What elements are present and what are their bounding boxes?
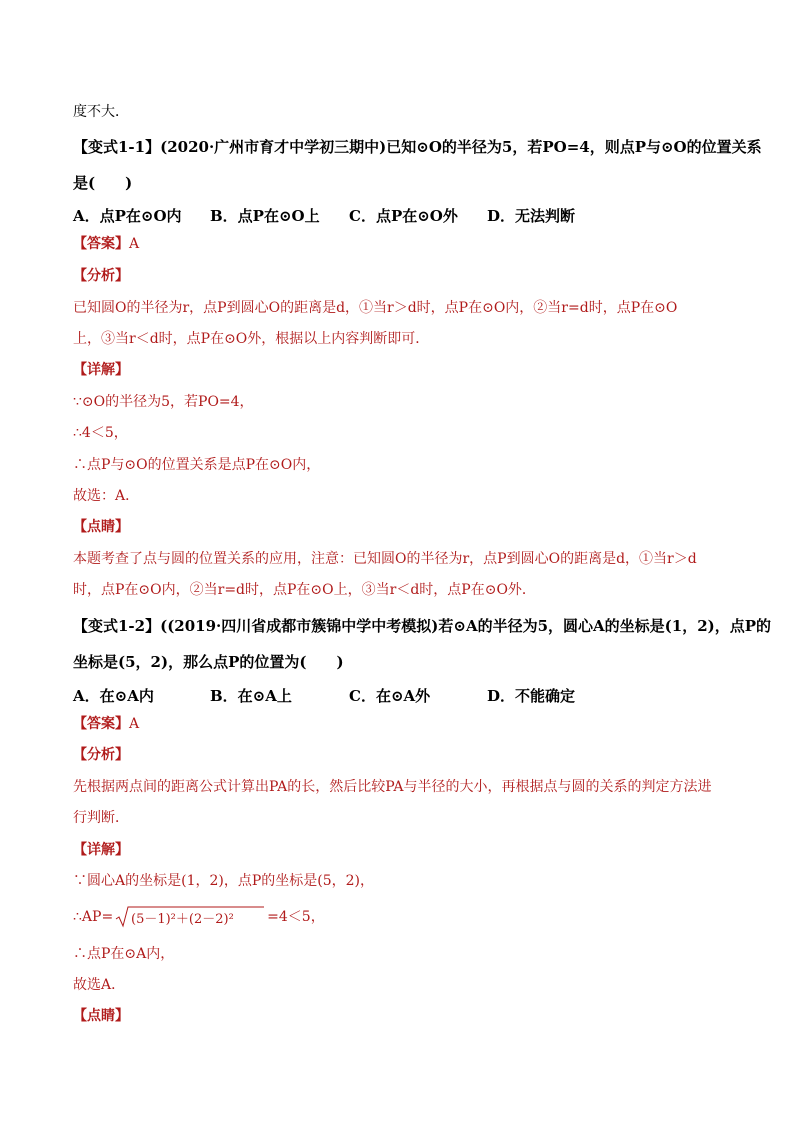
q1-tag: 【变式1-1】 [73,138,161,156]
q2-option-c: C．在⊙A外 [349,687,431,705]
q1-option-d: D．无法判断 [487,207,576,225]
q2-analysis-label: 【分析】 [73,747,129,763]
q2-answer-label: 【答案】 [73,716,129,732]
q1-answer-value: A [129,236,140,252]
q1-options [73,205,753,225]
q1-analysis-line1: 已知圆O的半径为r，点P到圆心O的距离是d，①当r＞d时，点P在⊙O内，②当r=d时，点P在⊙O [73,300,678,316]
q2-stem-line1 [73,617,771,635]
radical-sign-icon [115,905,265,929]
q2-stem-a: ((2019·四川省成都市簇锦中学中考模拟)若⊙A的半径为5，圆心A的坐标是(1，2)，点P的 [160,617,772,635]
q1-answer [73,235,139,253]
q1-detail-line2: ∴4＜5， [73,425,128,441]
q2-option-a: A．在⊙A内 [73,687,154,705]
q1-comment-label: 【点睛】 [73,519,129,535]
q1-stem-a: (2020·广州市育才中学初三期中)已知⊙O的半径为5，若PO=4，则点P与⊙O的位置关系 [160,138,762,156]
q1-detail-line3: ∴点P与⊙O的位置关系是点P在⊙O内， [73,457,321,473]
q1-analysis-label: 【分析】 [73,268,129,284]
q1-stem-line1 [73,138,762,156]
formula-suffix: =4＜5， [267,909,325,925]
q1-option-b: B．点P在⊙O上 [210,207,320,225]
q2-detail-line3: ∴点P在⊙A内， [73,946,175,962]
q1-answer-label: 【答案】 [73,236,129,252]
q2-detail-line1: ∵圆心A的坐标是(1，2)，点P的坐标是(5，2)， [73,873,375,889]
sqrt-expression [115,905,265,929]
q1-analysis-line2: 上，③当r＜d时，点P在⊙O外，根据以上内容判断即可． [73,331,430,347]
q2-tag: 【变式1-2】 [73,617,161,635]
q2-comment-label: 【点睛】 [73,1008,129,1024]
q2-stem-line2: 坐标是(5，2)，那么点P的位置为( ) [73,653,344,671]
q1-detail-line4: 故选：A． [73,488,140,504]
q2-detail-label: 【详解】 [73,842,129,858]
q2-detail-line4: 故选A． [73,977,126,993]
q1-option-c: C．点P在⊙O外 [349,207,458,225]
sqrt-radicand: (5－1)²＋(2－2)² [131,912,234,927]
q2-option-b: B．在⊙A上 [210,687,292,705]
q2-detail-formula [73,904,325,930]
q1-comment-line1: 本题考查了点与圆的位置关系的应用，注意：已知圆O的半径为r，点P到圆心O的距离是d，①当r＞d [73,551,697,567]
carry-over-text: 度不大． [73,104,129,120]
q2-answer [73,715,139,733]
q2-analysis-line1: 先根据两点间的距离公式计算出PA的长，然后比较PA与半径的大小，再根据点与圆的关系的判定方法进 [73,779,712,795]
formula-prefix: ∴AP= [73,909,114,925]
q1-comment-line2: 时，点P在⊙O内，②当r=d时，点P在⊙O上，③当r＜d时，点P在⊙O外． [73,582,536,598]
q2-option-d: D．不能确定 [487,687,576,705]
q1-stem-line2: 是( ) [73,174,133,192]
q1-detail-label: 【详解】 [73,362,129,378]
q2-answer-value: A [129,716,140,732]
q2-options [73,685,753,705]
q1-detail-line1: ∵⊙O的半径为5，若PO=4， [73,394,254,410]
q1-option-a: A．点P在⊙O内 [73,207,182,225]
q2-analysis-line2: 行判断． [73,810,129,826]
